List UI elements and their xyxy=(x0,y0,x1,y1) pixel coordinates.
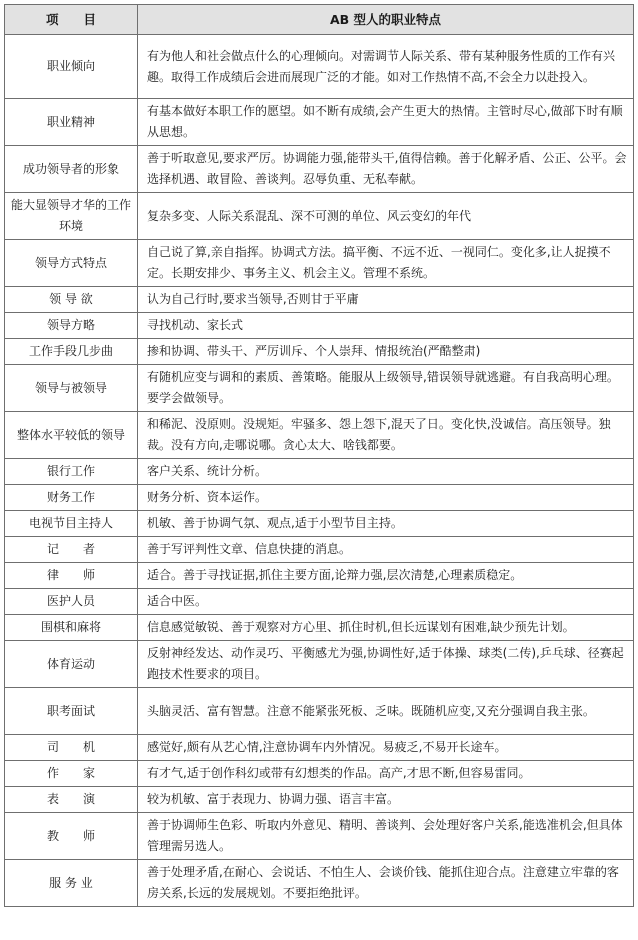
table-row xyxy=(5,240,634,287)
table-row xyxy=(5,537,634,563)
table-row xyxy=(5,860,634,907)
table-row xyxy=(5,313,634,339)
row-label: 领 导 欲 xyxy=(5,287,138,313)
row-text: 善于处理矛盾,在耐心、会说话、不怕生人、会谈价钱、能抓住迎合点。注意建立牢靠的客房关系,长远的发展规划。不要拒绝批评。 xyxy=(138,860,634,907)
table-row xyxy=(5,589,634,615)
row-text: 有为他人和社会做点什么的心理倾向。对需调节人际关系、带有某种服务性质的工作有兴趣。取得工作成绩后会进而展现广泛的才能。如对工作热情不高,不会全力以赴投入。 xyxy=(138,35,634,99)
row-text: 信息感觉敏锐、善于观察对方心里、抓住时机,但长远谋划有困难,缺少预先计划。 xyxy=(138,615,634,641)
row-label: 财务工作 xyxy=(5,485,138,511)
row-label: 记 者 xyxy=(5,537,138,563)
row-text: 善于听取意见,要求严厉。协调能力强,能带头干,值得信赖。善于化解矛盾、公正、公平。会选择机遇、敢冒险、善谈判。忍辱负重、无私奉献。 xyxy=(138,146,634,193)
row-text: 较为机敏、富于表现力、协调力强、语言丰富。 xyxy=(138,787,634,813)
row-label: 能大显领导才华的工作环境 xyxy=(5,193,138,240)
table-row xyxy=(5,787,634,813)
row-text: 有随机应变与调和的素质、善策略。能服从上级领导,错误领导就逃避。有自我高明心理。要学会做领导。 xyxy=(138,365,634,412)
table-row xyxy=(5,365,634,412)
table-row xyxy=(5,146,634,193)
row-label: 围棋和麻将 xyxy=(5,615,138,641)
table-row xyxy=(5,688,634,735)
table-row xyxy=(5,485,634,511)
table-row xyxy=(5,511,634,537)
table-row xyxy=(5,761,634,787)
table-row xyxy=(5,641,634,688)
row-label: 体育运动 xyxy=(5,641,138,688)
table-row xyxy=(5,563,634,589)
row-text: 有才气,适于创作科幻或带有幻想类的作品。高产,才思不断,但容易雷同。 xyxy=(138,761,634,787)
row-label: 教 师 xyxy=(5,813,138,860)
table-row xyxy=(5,339,634,365)
row-text: 客户关系、统计分析。 xyxy=(138,459,634,485)
row-label: 工作手段几步曲 xyxy=(5,339,138,365)
row-text: 适合。善于寻找证据,抓住主要方面,论辩力强,层次清楚,心理素质稳定。 xyxy=(138,563,634,589)
table-row xyxy=(5,459,634,485)
row-label: 电视节目主持人 xyxy=(5,511,138,537)
row-text: 认为自己行时,要求当领导,否则甘于平庸 xyxy=(138,287,634,313)
row-label: 职业精神 xyxy=(5,99,138,146)
row-label: 医护人员 xyxy=(5,589,138,615)
row-label: 领导方略 xyxy=(5,313,138,339)
row-text: 适合中医。 xyxy=(138,589,634,615)
table-row xyxy=(5,735,634,761)
row-text: 头脑灵活、富有智慧。注意不能紧张死板、乏味。既随机应变,又充分强调自我主张。 xyxy=(138,688,634,735)
header-traits: AB 型人的职业特点 xyxy=(138,5,634,35)
row-label: 领导与被领导 xyxy=(5,365,138,412)
table-header-row xyxy=(5,5,634,35)
table-row xyxy=(5,193,634,240)
row-label: 律 师 xyxy=(5,563,138,589)
ab-type-career-table xyxy=(4,4,634,907)
row-text: 财务分析、资本运作。 xyxy=(138,485,634,511)
row-label: 领导方式特点 xyxy=(5,240,138,287)
row-text: 善于协调师生色彩、听取内外意见、精明、善谈判、会处理好客户关系,能选准机会,但具体管理需另选人。 xyxy=(138,813,634,860)
table-row xyxy=(5,813,634,860)
row-label: 服 务 业 xyxy=(5,860,138,907)
row-label: 成功领导者的形象 xyxy=(5,146,138,193)
row-text: 和稀泥、没原则。没规矩。牢骚多、怨上怨下,混天了日。变化快,没诚信。高压领导。独裁。没有方向,走哪说哪。贪心太大、啥钱都要。 xyxy=(138,412,634,459)
row-text: 善于写评判性文章、信息快捷的消息。 xyxy=(138,537,634,563)
row-text: 掺和协调、带头干、严厉训斥、个人崇拜、情报统治(严酷整肃) xyxy=(138,339,634,365)
table-row xyxy=(5,35,634,99)
row-label: 司 机 xyxy=(5,735,138,761)
row-label: 整体水平较低的领导 xyxy=(5,412,138,459)
row-label: 表 演 xyxy=(5,787,138,813)
row-label: 银行工作 xyxy=(5,459,138,485)
career-traits-table-container xyxy=(4,4,633,907)
row-text: 机敏、善于协调气氛、观点,适于小型节目主持。 xyxy=(138,511,634,537)
table-row xyxy=(5,99,634,146)
table-row xyxy=(5,287,634,313)
row-text: 复杂多变、人际关系混乱、深不可测的单位、风云变幻的年代 xyxy=(138,193,634,240)
row-text: 寻找机动、家长式 xyxy=(138,313,634,339)
row-text: 感觉好,颇有从艺心情,注意协调车内外情况。易疲乏,不易开长途车。 xyxy=(138,735,634,761)
table-row xyxy=(5,615,634,641)
row-label: 职业倾向 xyxy=(5,35,138,99)
row-label: 作 家 xyxy=(5,761,138,787)
row-label: 职考面试 xyxy=(5,688,138,735)
row-text: 反射神经发达、动作灵巧、平衡感尤为强,协调性好,适于体操、球类(二传),乒乓球、径赛起跑技术性要求的项目。 xyxy=(138,641,634,688)
row-text: 有基本做好本职工作的愿望。如不断有成绩,会产生更大的热情。主管时尽心,做部下时有顺从思想。 xyxy=(138,99,634,146)
table-row xyxy=(5,412,634,459)
row-text: 自己说了算,亲自指挥。协调式方法。搞平衡、不远不近、一视同仁。变化多,让人捉摸不定。长期安排少、事务主义、机会主义。管理不系统。 xyxy=(138,240,634,287)
header-item: 项 目 xyxy=(5,5,138,35)
